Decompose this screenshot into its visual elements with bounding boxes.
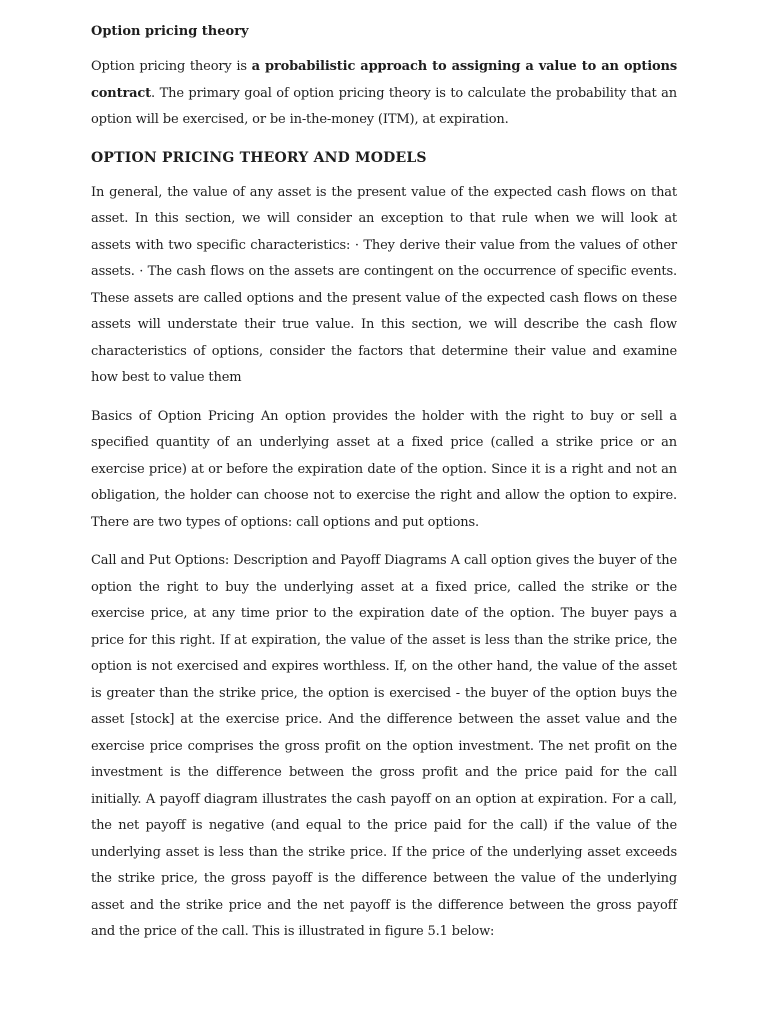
paragraph-general-value: In general, the value of any asset is the present value of the expected cash flows on that asset. In this section, we will consider an exception to that rule when we will look at assets with two specific characteristics: · They derive their value from the values of other assets. · The cash flows on the assets are contingent on the occurrence of specific events. These assets are called options and the present value of the expected cash flows on these assets will understate their true value. In this section, we will describe the cash flow characteristics of options, consider the factors that determine their value and examine how best to value them <box>91 184 677 385</box>
document-page <box>91 22 677 958</box>
intro-bold-text: a probabilistic approach to assigning a value to an options contract <box>91 59 677 101</box>
document-title: Option pricing theory <box>91 24 249 39</box>
paragraph-call-and-put-options: Call and Put Options: Description and Payoff Diagrams A call option gives the buyer of the option the right to buy the underlying asset at a fixed price, called the strike or the exercise price, at any time prior to the expiration date of the option. The buyer pays a price for this right. If at expiration, the value of the asset is less than the strike price, the option is not exercised and expires worthless. If, on the other hand, the value of the asset is greater than the strike price, the option is exercised - the buyer of the option buys the asset [stock] at the exercise price. And the difference between the asset value and the exercise price comprises the gross profit on the option investment. The net profit on the investment is the difference between the gross profit and the price paid for the call initially. A payoff diagram illustrates the cash payoff on an option at expiration. For a call, the net payoff is negative (and equal to the price paid for the call) if the value of the underlying asset is less than the strike price. If the price of the underlying asset exceeds the strike price, the gross payoff is the difference between the value of the underlying asset and the strike price and the net payoff is the difference between the gross payoff and the price of the call. This is illustrated in figure 5.1 below: <box>91 553 677 939</box>
section-heading: OPTION PRICING THEORY AND MODELS <box>91 149 427 166</box>
intro-paragraph <box>91 54 677 134</box>
intro-text-start: Option pricing theory is <box>91 59 252 74</box>
paragraph-basics-of-option-pricing: Basics of Option Pricing An option provides the holder with the right to buy or sell a specified quantity of an underlying asset at a fixed price (called a strike price or an exercise price) at or before the expiration date of the option. Since it is a right and not an obligation, the holder can choose not to exercise the right and allow the option to expire. There are two types of options: call options and put options. <box>91 408 677 530</box>
intro-text-end: . The primary goal of option pricing theory is to calculate the probability that an option will be exercised, or be in-the-money (ITM), at expiration. <box>91 85 677 127</box>
